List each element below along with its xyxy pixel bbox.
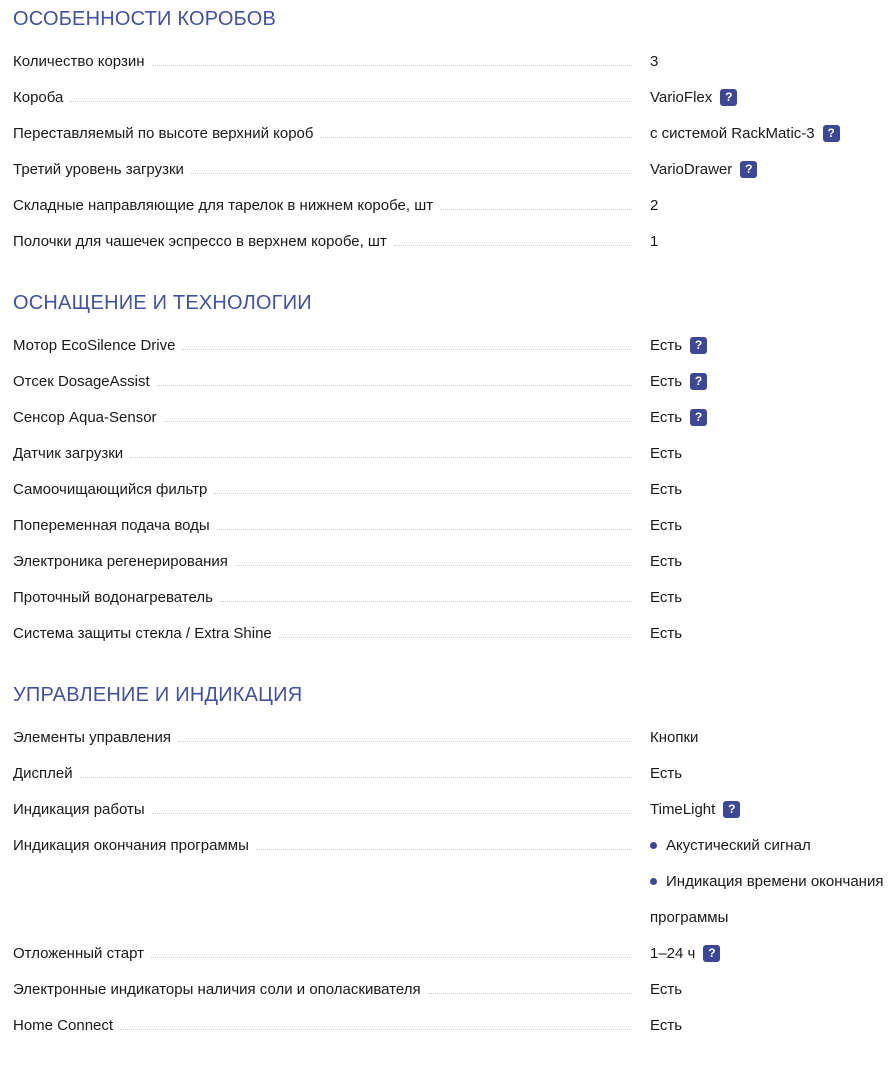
- spec-value: [650, 224, 892, 260]
- spec-row: [13, 400, 892, 436]
- dotted-leader: [120, 1029, 632, 1030]
- spec-row: [13, 364, 892, 400]
- spec-value: [650, 580, 892, 616]
- dotted-leader: [217, 529, 632, 530]
- spec-row: [13, 80, 892, 116]
- value-text: Есть: [650, 517, 683, 534]
- spec-value: [650, 508, 892, 544]
- value-text: Есть: [650, 373, 683, 390]
- dotted-leader: [152, 813, 632, 814]
- dotted-leader: [164, 421, 632, 422]
- spec-label: Индикация окончания программы: [13, 837, 249, 854]
- spec-row: [13, 152, 892, 188]
- spec-value: [650, 116, 892, 152]
- value-text: TimeLight: [650, 801, 716, 818]
- spec-row: [13, 756, 892, 792]
- dotted-leader: [191, 173, 632, 174]
- value-text: Кнопки: [650, 729, 699, 746]
- value-text: Есть: [650, 445, 683, 462]
- spec-value: [650, 472, 892, 508]
- spec-value: [650, 720, 892, 756]
- dotted-leader: [151, 957, 632, 958]
- spec-value: [650, 188, 892, 224]
- spec-label: Дисплей: [13, 765, 73, 782]
- value-text: Есть: [650, 765, 683, 782]
- bullet-text: Индикация времени окончания программы: [650, 873, 884, 926]
- bullet-icon: [650, 878, 657, 885]
- spec-row: [13, 224, 892, 260]
- dotted-leader: [157, 385, 632, 386]
- help-icon[interactable]: ?: [723, 801, 740, 818]
- value-text: Есть: [650, 481, 683, 498]
- spec-section: [13, 6, 892, 260]
- spec-value: [650, 364, 892, 400]
- spec-section: [13, 290, 892, 652]
- spec-value: [650, 616, 892, 652]
- spec-value: [650, 152, 892, 188]
- spec-value: [650, 44, 892, 80]
- spec-label: Электронные индикаторы наличия соли и ополаскивателя: [13, 981, 421, 998]
- spec-label: Переставляемый по высоте верхний короб: [13, 125, 314, 142]
- bullet-item: [650, 828, 892, 864]
- spec-value: [650, 400, 892, 436]
- dotted-leader: [130, 457, 632, 458]
- spec-label: Индикация работы: [13, 801, 145, 818]
- spec-value: [650, 544, 892, 580]
- spec-label: Отложенный старт: [13, 945, 145, 962]
- spec-label: Попеременная подача воды: [13, 517, 210, 534]
- help-icon[interactable]: ?: [703, 945, 720, 962]
- spec-row: [13, 508, 892, 544]
- spec-row: [13, 828, 892, 936]
- spec-row: [13, 328, 892, 364]
- section-title: УПРАВЛЕНИЕ И ИНДИКАЦИЯ: [13, 684, 303, 706]
- spec-row: [13, 188, 892, 224]
- value-text: VarioDrawer: [650, 161, 733, 178]
- spec-row: [13, 720, 892, 756]
- section-title: ОСОБЕННОСТИ КОРОБОВ: [13, 8, 276, 30]
- help-icon[interactable]: ?: [690, 373, 707, 390]
- spec-value: [650, 1008, 892, 1044]
- dotted-leader: [320, 137, 632, 138]
- bullet-icon: [650, 842, 657, 849]
- dotted-leader: [152, 65, 632, 66]
- value-text: 2: [650, 197, 659, 214]
- value-text: Есть: [650, 981, 683, 998]
- value-text: 1–24 ч: [650, 945, 696, 962]
- spec-section: [13, 682, 892, 1044]
- value-text: с системой RackMatic-3: [650, 125, 815, 142]
- spec-value: [650, 80, 892, 116]
- dotted-leader: [279, 637, 632, 638]
- dotted-leader: [428, 993, 632, 994]
- help-icon[interactable]: ?: [740, 161, 757, 178]
- spec-label: Элементы управления: [13, 729, 171, 746]
- spec-value: [650, 436, 892, 472]
- spec-row: [13, 44, 892, 80]
- spec-label: Полочки для чашечек эспрессо в верхнем коробе, шт: [13, 233, 387, 250]
- spec-row: [13, 436, 892, 472]
- spec-row: [13, 616, 892, 652]
- spec-label: Сенсор Aqua-Sensor: [13, 409, 157, 426]
- spec-label: Мотор EcoSilence Drive: [13, 337, 176, 354]
- dotted-leader: [80, 777, 632, 778]
- spec-row: [13, 792, 892, 828]
- dotted-leader: [214, 493, 632, 494]
- spec-label: Самоочищающийся фильтр: [13, 481, 208, 498]
- dotted-leader: [178, 741, 632, 742]
- section-title: ОСНАЩЕНИЕ И ТЕХНОЛОГИИ: [13, 292, 312, 314]
- dotted-leader: [220, 601, 632, 602]
- spec-label: Датчик загрузки: [13, 445, 124, 462]
- spec-row: [13, 544, 892, 580]
- spec-label: Электроника регенерирования: [13, 553, 228, 570]
- spec-value: [650, 756, 892, 792]
- dotted-leader: [256, 849, 632, 850]
- spec-row: [13, 1008, 892, 1044]
- spec-label: Третий уровень загрузки: [13, 161, 184, 178]
- spec-row: [13, 972, 892, 1008]
- value-text: Есть: [650, 625, 683, 642]
- spec-label: Home Connect: [13, 1017, 114, 1034]
- help-icon[interactable]: ?: [690, 337, 707, 354]
- spec-value: [650, 792, 892, 828]
- value-text: Есть: [650, 337, 683, 354]
- spec-row: [13, 116, 892, 152]
- dotted-leader: [394, 245, 632, 246]
- spec-value: [650, 972, 892, 1008]
- bullet-item: [650, 864, 892, 936]
- help-icon[interactable]: ?: [720, 89, 737, 106]
- dotted-leader: [70, 101, 632, 102]
- value-text: Есть: [650, 553, 683, 570]
- spec-row: [13, 580, 892, 616]
- spec-value: [650, 936, 892, 972]
- spec-row: [13, 936, 892, 972]
- spec-label: Количество корзин: [13, 53, 145, 70]
- spec-value: [650, 828, 892, 936]
- spec-label: Складные направляющие для тарелок в нижнем коробе, шт: [13, 197, 434, 214]
- dotted-leader: [182, 349, 632, 350]
- spec-label: Система защиты стекла / Extra Shine: [13, 625, 272, 642]
- spec-row: [13, 472, 892, 508]
- spec-value: [650, 328, 892, 364]
- value-text: VarioFlex: [650, 89, 713, 106]
- spec-label: Короба: [13, 89, 64, 106]
- spec-label: Проточный водонагреватель: [13, 589, 213, 606]
- dotted-leader: [440, 209, 632, 210]
- bullet-text: Акустический сигнал: [666, 837, 811, 854]
- help-icon[interactable]: ?: [690, 409, 707, 426]
- help-icon[interactable]: ?: [823, 125, 840, 142]
- value-text: 3: [650, 53, 659, 70]
- value-text: 1: [650, 233, 659, 250]
- spec-label: Отсек DosageAssist: [13, 373, 150, 390]
- dotted-leader: [235, 565, 632, 566]
- value-text: Есть: [650, 589, 683, 606]
- value-text: Есть: [650, 1017, 683, 1034]
- value-text: Есть: [650, 409, 683, 426]
